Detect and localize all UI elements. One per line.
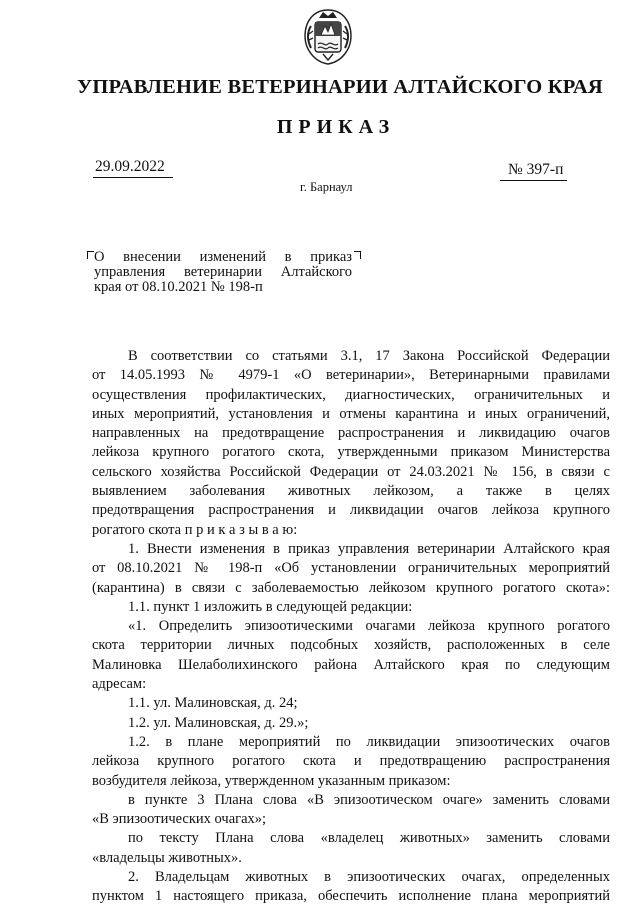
body-line: пунктом 1 настоящего приказа, обеспечить исполнение плана мероприятий [92, 888, 610, 905]
document-subject [94, 250, 352, 295]
body-line: лейкоза крупного рогатого скота, утвержденными приказом Министерства [92, 444, 610, 461]
subject-line: управления ветеринарии Алтайского [94, 264, 352, 280]
body-line: рогатого скота п р и к а з ы в а ю: [92, 521, 298, 538]
document-date: 29.09.2022 [93, 158, 173, 178]
subject-line: края от 08.10.2021 № 198-п [94, 279, 263, 295]
body-line: (карантина) в связи с заболеваемостью лейкозом крупного рогатого скота»: [92, 579, 610, 596]
body-line: 1.1. ул. Малиновская, д. 24; [128, 695, 298, 712]
body-line: от 08.10.2021 № 198-п «Об установлении ограничительных мероприятий [92, 560, 610, 577]
body-line: выявлением заболевания животных лейкозом, а также в целях [92, 483, 610, 500]
body-line: 1. Внести изменения в приказ управления ветеринарии Алтайского края [128, 540, 610, 557]
body-line: «В эпизоотических очагах»; [92, 811, 267, 828]
body-line: В соответствии со статьями 3.1, 17 Закона Российской Федерации [128, 348, 610, 364]
body-line: 1.2. ул. Малиновская, д. 29.»; [128, 714, 309, 731]
body-line: иных мероприятий, установления и отмены карантина и иных ограничений, [92, 405, 610, 422]
body-line: сельского хозяйства Российской Федерации от 24.03.2021 № 156, в связи с [92, 463, 610, 480]
body-line: возбудителя лейкоза, утвержденном указанным приказом: [92, 772, 451, 789]
body-line: лейкоза крупного рогатого скота и предотвращению распространения [92, 753, 610, 770]
body-line: предотвращения распространения и ликвидации очагов лейкоза крупного [92, 502, 610, 519]
body-line: осуществления профилактических, диагностических, ограничительных и [92, 386, 610, 403]
document-type: ПРИКАЗ [276, 116, 396, 138]
body-line: адресам: [92, 676, 147, 693]
document-body [92, 347, 610, 907]
body-line: по тексту Плана слова «владелец животных» заменить словами [128, 830, 610, 847]
body-line: в пункте 3 Плана слова «В эпизоотическом очаге» заменить словами [128, 791, 610, 808]
body-line: 1.1. пункт 1 изложить в следующей редакции: [128, 598, 413, 615]
body-line: 1.2. в плане мероприятий по ликвидации эпизоотических очагов [128, 733, 610, 750]
body-line: «владельцы животных». [92, 849, 242, 866]
body-line: 2. Владельцам животных в эпизоотических очагах, определенных [128, 869, 610, 886]
coat-of-arms-icon [301, 4, 355, 66]
body-line: Малиновка Шелаболихинского района Алтайского края по следующим [92, 656, 610, 673]
body-line: «1. Определить эпизоотическими очагами лейкоза крупного рогатого [128, 618, 610, 635]
body-line: направленных на предотвращение распространения и ликвидацию очагов [92, 425, 610, 442]
organization-title: УПРАВЛЕНИЕ ВЕТЕРИНАРИИ АЛТАЙСКОГО КРАЯ [77, 76, 603, 98]
subject-line: О внесении изменений в приказ [94, 249, 352, 265]
body-line: скота территории личных подсобных хозяйств, расположенных в селе [92, 637, 610, 654]
document-city: г. Барнаул [300, 180, 353, 194]
subject-bracket-right [354, 251, 361, 259]
subject-bracket-left [87, 251, 94, 259]
document-number: № 397-п [500, 161, 567, 181]
body-line: от 14.05.1993 № 4979-1 «О ветеринарии», Ветеринарными правилами [92, 367, 610, 384]
